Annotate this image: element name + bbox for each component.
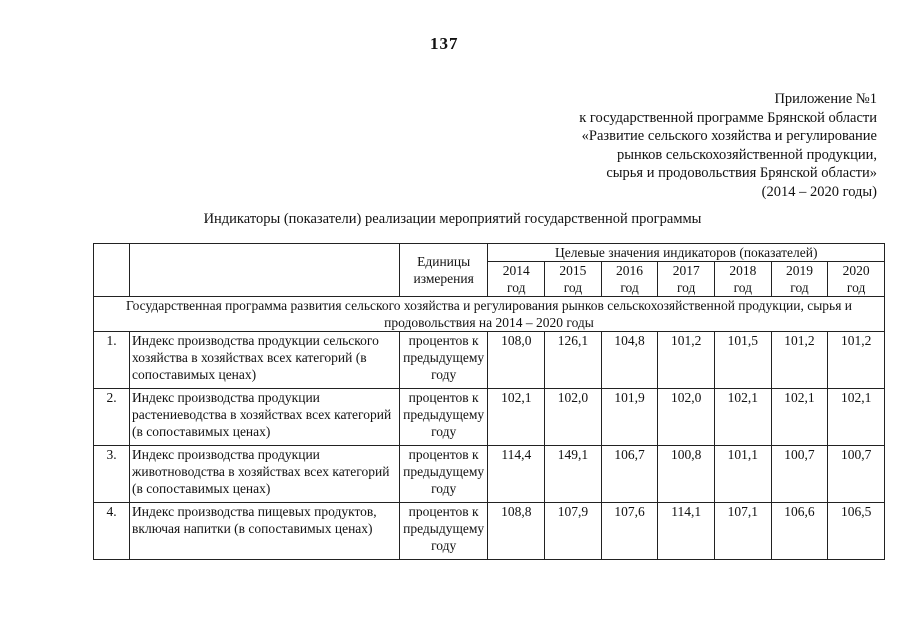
value-cell: 107,9 xyxy=(545,503,602,560)
unit-header: Единицы измерения xyxy=(399,244,488,297)
table-row xyxy=(94,446,885,503)
year-label: год xyxy=(733,280,753,295)
unit-cell: процентов к предыдущему году xyxy=(399,446,488,503)
year-value: 2015 xyxy=(559,263,587,278)
value-cell: 104,8 xyxy=(601,332,658,389)
table-row xyxy=(94,389,885,446)
year-value: 2019 xyxy=(785,263,813,278)
section-row xyxy=(94,297,885,332)
value-cell: 102,1 xyxy=(715,389,772,446)
year-value: 2018 xyxy=(729,263,757,278)
appendix-line: сырья и продовольствия Брянской области» xyxy=(606,165,877,182)
value-cell: 101,9 xyxy=(601,389,658,446)
value-cell: 101,2 xyxy=(771,332,828,389)
indicator-name: Индекс производства продукции животноводства в хозяйствах всех категорий (в сопоставимых ценах) xyxy=(130,446,400,503)
year-header-2020 xyxy=(828,262,885,297)
indicator-name: Индекс производства продукции растениеводства в хозяйствах всех категорий (в сопоставимых ценах) xyxy=(130,389,400,446)
year-header-2015 xyxy=(545,262,602,297)
year-value: 2020 xyxy=(842,263,870,278)
year-label: год xyxy=(563,280,583,295)
value-cell: 126,1 xyxy=(545,332,602,389)
table-row xyxy=(94,332,885,389)
appendix-line: к государственной программе Брянской области xyxy=(579,109,877,126)
page-number: 137 xyxy=(430,34,459,53)
value-cell: 102,0 xyxy=(658,389,715,446)
header-name-cell xyxy=(130,244,400,297)
value-cell: 102,0 xyxy=(545,389,602,446)
value-cell: 108,8 xyxy=(488,503,545,560)
indicator-name: Индекс производства продукции сельского хозяйства в хозяйствах всех категорий (в сопоставимых ценах) xyxy=(130,332,400,389)
table-row xyxy=(94,503,885,560)
row-number: 1. xyxy=(94,332,130,389)
indicators-table xyxy=(93,243,885,560)
indicator-name: Индекс производства пищевых продуктов, включая напитки (в сопоставимых ценах) xyxy=(130,503,400,560)
year-header-2018 xyxy=(715,262,772,297)
appendix-line: (2014 – 2020 годы) xyxy=(761,183,877,200)
row-number: 3. xyxy=(94,446,130,503)
value-cell: 106,5 xyxy=(828,503,885,560)
appendix-line: рынков сельскохозяйственной продукции, xyxy=(617,146,877,163)
row-number: 4. xyxy=(94,503,130,560)
value-cell: 102,1 xyxy=(488,389,545,446)
year-label: год xyxy=(790,280,809,295)
value-cell: 102,1 xyxy=(828,389,885,446)
value-cell: 101,2 xyxy=(658,332,715,389)
appendix-line: «Развитие сельского хозяйства и регулирование xyxy=(581,128,877,145)
appendix-line: Приложение №1 xyxy=(774,91,877,107)
value-cell: 149,1 xyxy=(545,446,602,503)
year-label: год xyxy=(846,280,866,295)
year-header-2014 xyxy=(488,262,545,297)
appendix-note xyxy=(579,90,877,202)
value-cell: 101,2 xyxy=(828,332,885,389)
year-header-2019 xyxy=(771,262,828,297)
value-cell: 108,0 xyxy=(488,332,545,389)
value-cell: 100,8 xyxy=(658,446,715,503)
value-cell: 101,5 xyxy=(715,332,772,389)
value-cell: 114,4 xyxy=(488,446,545,503)
value-cell: 102,1 xyxy=(771,389,828,446)
year-label: год xyxy=(620,280,639,295)
value-cell: 107,6 xyxy=(601,503,658,560)
value-cell: 100,7 xyxy=(828,446,885,503)
row-number: 2. xyxy=(94,389,130,446)
year-value: 2016 xyxy=(616,263,644,278)
unit-cell: процентов к предыдущему году xyxy=(399,503,488,560)
year-label: год xyxy=(676,280,696,295)
value-cell: 114,1 xyxy=(658,503,715,560)
header-num-cell xyxy=(94,244,130,297)
header-row xyxy=(94,244,885,262)
value-cell: 100,7 xyxy=(771,446,828,503)
unit-cell: процентов к предыдущему году xyxy=(399,389,488,446)
year-value: 2017 xyxy=(672,263,700,278)
value-cell: 106,6 xyxy=(771,503,828,560)
value-cell: 106,7 xyxy=(601,446,658,503)
year-value: 2014 xyxy=(502,263,530,278)
value-cell: 101,1 xyxy=(715,446,772,503)
unit-cell: процентов к предыдущему году xyxy=(399,332,488,389)
year-header-2016 xyxy=(601,262,658,297)
value-cell: 107,1 xyxy=(715,503,772,560)
section-title: Государственная программа развития сельского хозяйства и регулирования рынков сельскохозяйственной продукции, сырья и продовольствия на 2014 – 2020 годы xyxy=(94,297,885,332)
year-header-2017 xyxy=(658,262,715,297)
target-values-header: Целевые значения индикаторов (показателей) xyxy=(488,244,885,262)
year-label: год xyxy=(507,280,526,295)
document-title: Индикаторы (показатели) реализации мероприятий государственной программы xyxy=(203,211,702,227)
